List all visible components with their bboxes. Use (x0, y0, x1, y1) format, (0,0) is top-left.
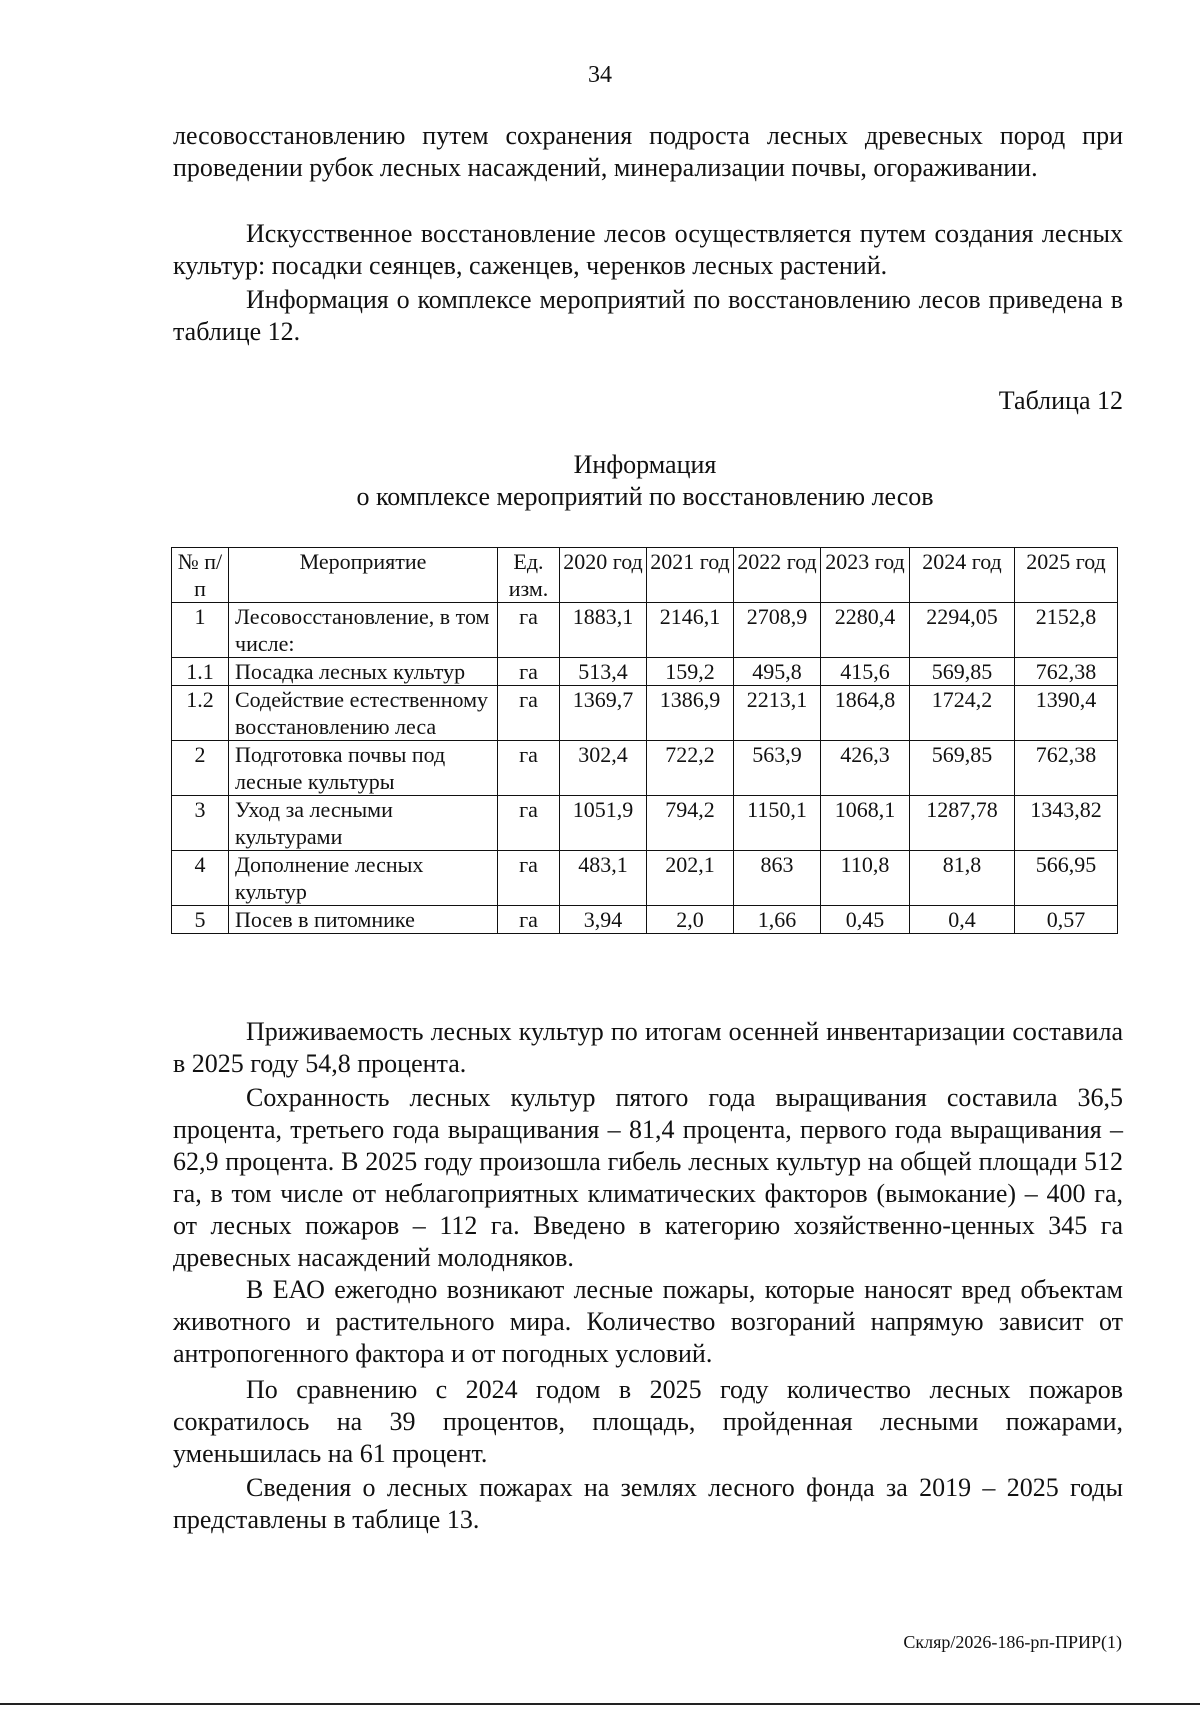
value-2020: 3,94 (560, 906, 647, 934)
bottom-border-line (0, 1703, 1200, 1705)
value-2025: 762,38 (1015, 741, 1118, 796)
value-2024: 81,8 (910, 851, 1015, 906)
table-row (172, 906, 1118, 934)
value-2020: 1051,9 (560, 796, 647, 851)
header-unit: Ед. изм. (498, 548, 560, 603)
value-2021: 159,2 (647, 658, 734, 686)
row-number: 1.2 (172, 686, 229, 741)
row-number: 2 (172, 741, 229, 796)
paragraph-table-reference: Информация о комплексе мероприятий по восстановлению лесов приведена в таблице 12. (173, 285, 1123, 346)
value-2021: 794,2 (647, 796, 734, 851)
row-unit: га (498, 658, 560, 686)
value-2021: 202,1 (647, 851, 734, 906)
header-event: Мероприятие (229, 548, 498, 603)
row-event: Уход за лесными культурами (229, 796, 498, 851)
value-2020: 483,1 (560, 851, 647, 906)
row-number: 3 (172, 796, 229, 851)
paragraph-preservation: Сохранность лесных культур пятого года выращивания составила 36,5 процента, третьего года выращивания – 81,4 процента, первого года выращивания – 62,9 процента. В 2025 году произошла гибель лесных культур на общей площади 512 га, в том числе от неблагоприятных климатических факторов (вымокание) – 400 га, от лесных пожаров – 112 га. Введено в категорию хозяйственно-ценных 345 га древесных насаждений молодняков. (173, 1083, 1123, 1272)
value-2024: 1287,78 (910, 796, 1015, 851)
value-2024: 1724,2 (910, 686, 1015, 741)
value-2020: 1883,1 (560, 603, 647, 658)
value-2023: 1068,1 (821, 796, 910, 851)
paragraph-survival-rate: Приживаемость лесных культур по итогам осенней инвентаризации составила в 2025 году 54,8 процента. (173, 1017, 1123, 1078)
value-2024: 569,85 (910, 741, 1015, 796)
paragraph-table13-reference: Сведения о лесных пожарах на землях лесного фонда за 2019 – 2025 годы представлены в таблице 13. (173, 1473, 1123, 1534)
value-2025: 1343,82 (1015, 796, 1118, 851)
value-2025: 566,95 (1015, 851, 1118, 906)
value-2023: 426,3 (821, 741, 910, 796)
value-2020: 513,4 (560, 658, 647, 686)
value-2020: 1369,7 (560, 686, 647, 741)
row-unit: га (498, 603, 560, 658)
table-label: Таблица 12 (998, 386, 1123, 415)
row-number: 1.1 (172, 658, 229, 686)
table-body (172, 603, 1118, 934)
header-2022: 2022 год (734, 548, 821, 603)
table-header-row (172, 548, 1118, 603)
header-2020: 2020 год (560, 548, 647, 603)
header-2023: 2023 год (821, 548, 910, 603)
value-2021: 2,0 (647, 906, 734, 934)
value-2022: 863 (734, 851, 821, 906)
row-event: Содействие естественному восстановлению леса (229, 686, 498, 741)
value-2022: 495,8 (734, 658, 821, 686)
paragraph-forest-fires: В ЕАО ежегодно возникают лесные пожары, которые наносят вред объектам животного и растительного мира. Количество возгораний напрямую зависит от антропогенного фактора и от погодных условий. (173, 1275, 1123, 1368)
reforestation-table (171, 547, 1118, 934)
value-2022: 1,66 (734, 906, 821, 934)
value-2021: 2146,1 (647, 603, 734, 658)
paragraph-reforestation-continued: лесовосстановлению путем сохранения подроста лесных древесных пород при проведении рубок лесных насаждений, минерализации почвы, огораживании. (173, 121, 1123, 182)
paragraph-artificial-restoration: Искусственное восстановление лесов осуществляется путем создания лесных культур: посадки сеянцев, саженцев, черенков лесных растений. (173, 219, 1123, 280)
table-row (172, 603, 1118, 658)
value-2020: 302,4 (560, 741, 647, 796)
paragraph-fire-comparison: По сравнению с 2024 годом в 2025 году количество лесных пожаров сократилось на 39 процентов, площадь, пройденная лесными пожарами, уменьшилась на 61 процент. (173, 1375, 1123, 1468)
value-2024: 569,85 (910, 658, 1015, 686)
row-event: Подготовка почвы под лесные культуры (229, 741, 498, 796)
row-unit: га (498, 686, 560, 741)
value-2023: 110,8 (821, 851, 910, 906)
value-2023: 1864,8 (821, 686, 910, 741)
row-unit: га (498, 851, 560, 906)
value-2021: 722,2 (647, 741, 734, 796)
table-row (172, 658, 1118, 686)
value-2025: 1390,4 (1015, 686, 1118, 741)
row-unit: га (498, 796, 560, 851)
value-2025: 0,57 (1015, 906, 1118, 934)
value-2022: 2708,9 (734, 603, 821, 658)
row-unit: га (498, 741, 560, 796)
row-number: 5 (172, 906, 229, 934)
row-event: Дополнение лесных культур (229, 851, 498, 906)
value-2023: 2280,4 (821, 603, 910, 658)
row-unit: га (498, 906, 560, 934)
document-footer-code: Скляр/2026-186-рп-ПРИР(1) (903, 1632, 1122, 1652)
value-2025: 2152,8 (1015, 603, 1118, 658)
value-2024: 2294,05 (910, 603, 1015, 658)
row-event: Лесовосстановление, в том числе: (229, 603, 498, 658)
page-number: 34 (588, 62, 612, 88)
value-2022: 563,9 (734, 741, 821, 796)
value-2023: 415,6 (821, 658, 910, 686)
header-number: № п/п (172, 548, 229, 603)
table-row (172, 796, 1118, 851)
table-row (172, 686, 1118, 741)
row-event: Посадка лесных культур (229, 658, 498, 686)
value-2022: 1150,1 (734, 796, 821, 851)
table-row (172, 741, 1118, 796)
table-title (0, 449, 1200, 513)
row-number: 4 (172, 851, 229, 906)
value-2021: 1386,9 (647, 686, 734, 741)
value-2024: 0,4 (910, 906, 1015, 934)
row-event: Посев в питомнике (229, 906, 498, 934)
value-2023: 0,45 (821, 906, 910, 934)
value-2025: 762,38 (1015, 658, 1118, 686)
header-2025: 2025 год (1015, 548, 1118, 603)
reforestation-table-wrapper (171, 547, 1118, 934)
table-row (172, 851, 1118, 906)
row-number: 1 (172, 603, 229, 658)
table-title-line2: о комплексе мероприятий по восстановлению лесов (356, 482, 934, 511)
header-2021: 2021 год (647, 548, 734, 603)
header-2024: 2024 год (910, 548, 1015, 603)
value-2022: 2213,1 (734, 686, 821, 741)
table-title-line1: Информация (573, 450, 717, 479)
